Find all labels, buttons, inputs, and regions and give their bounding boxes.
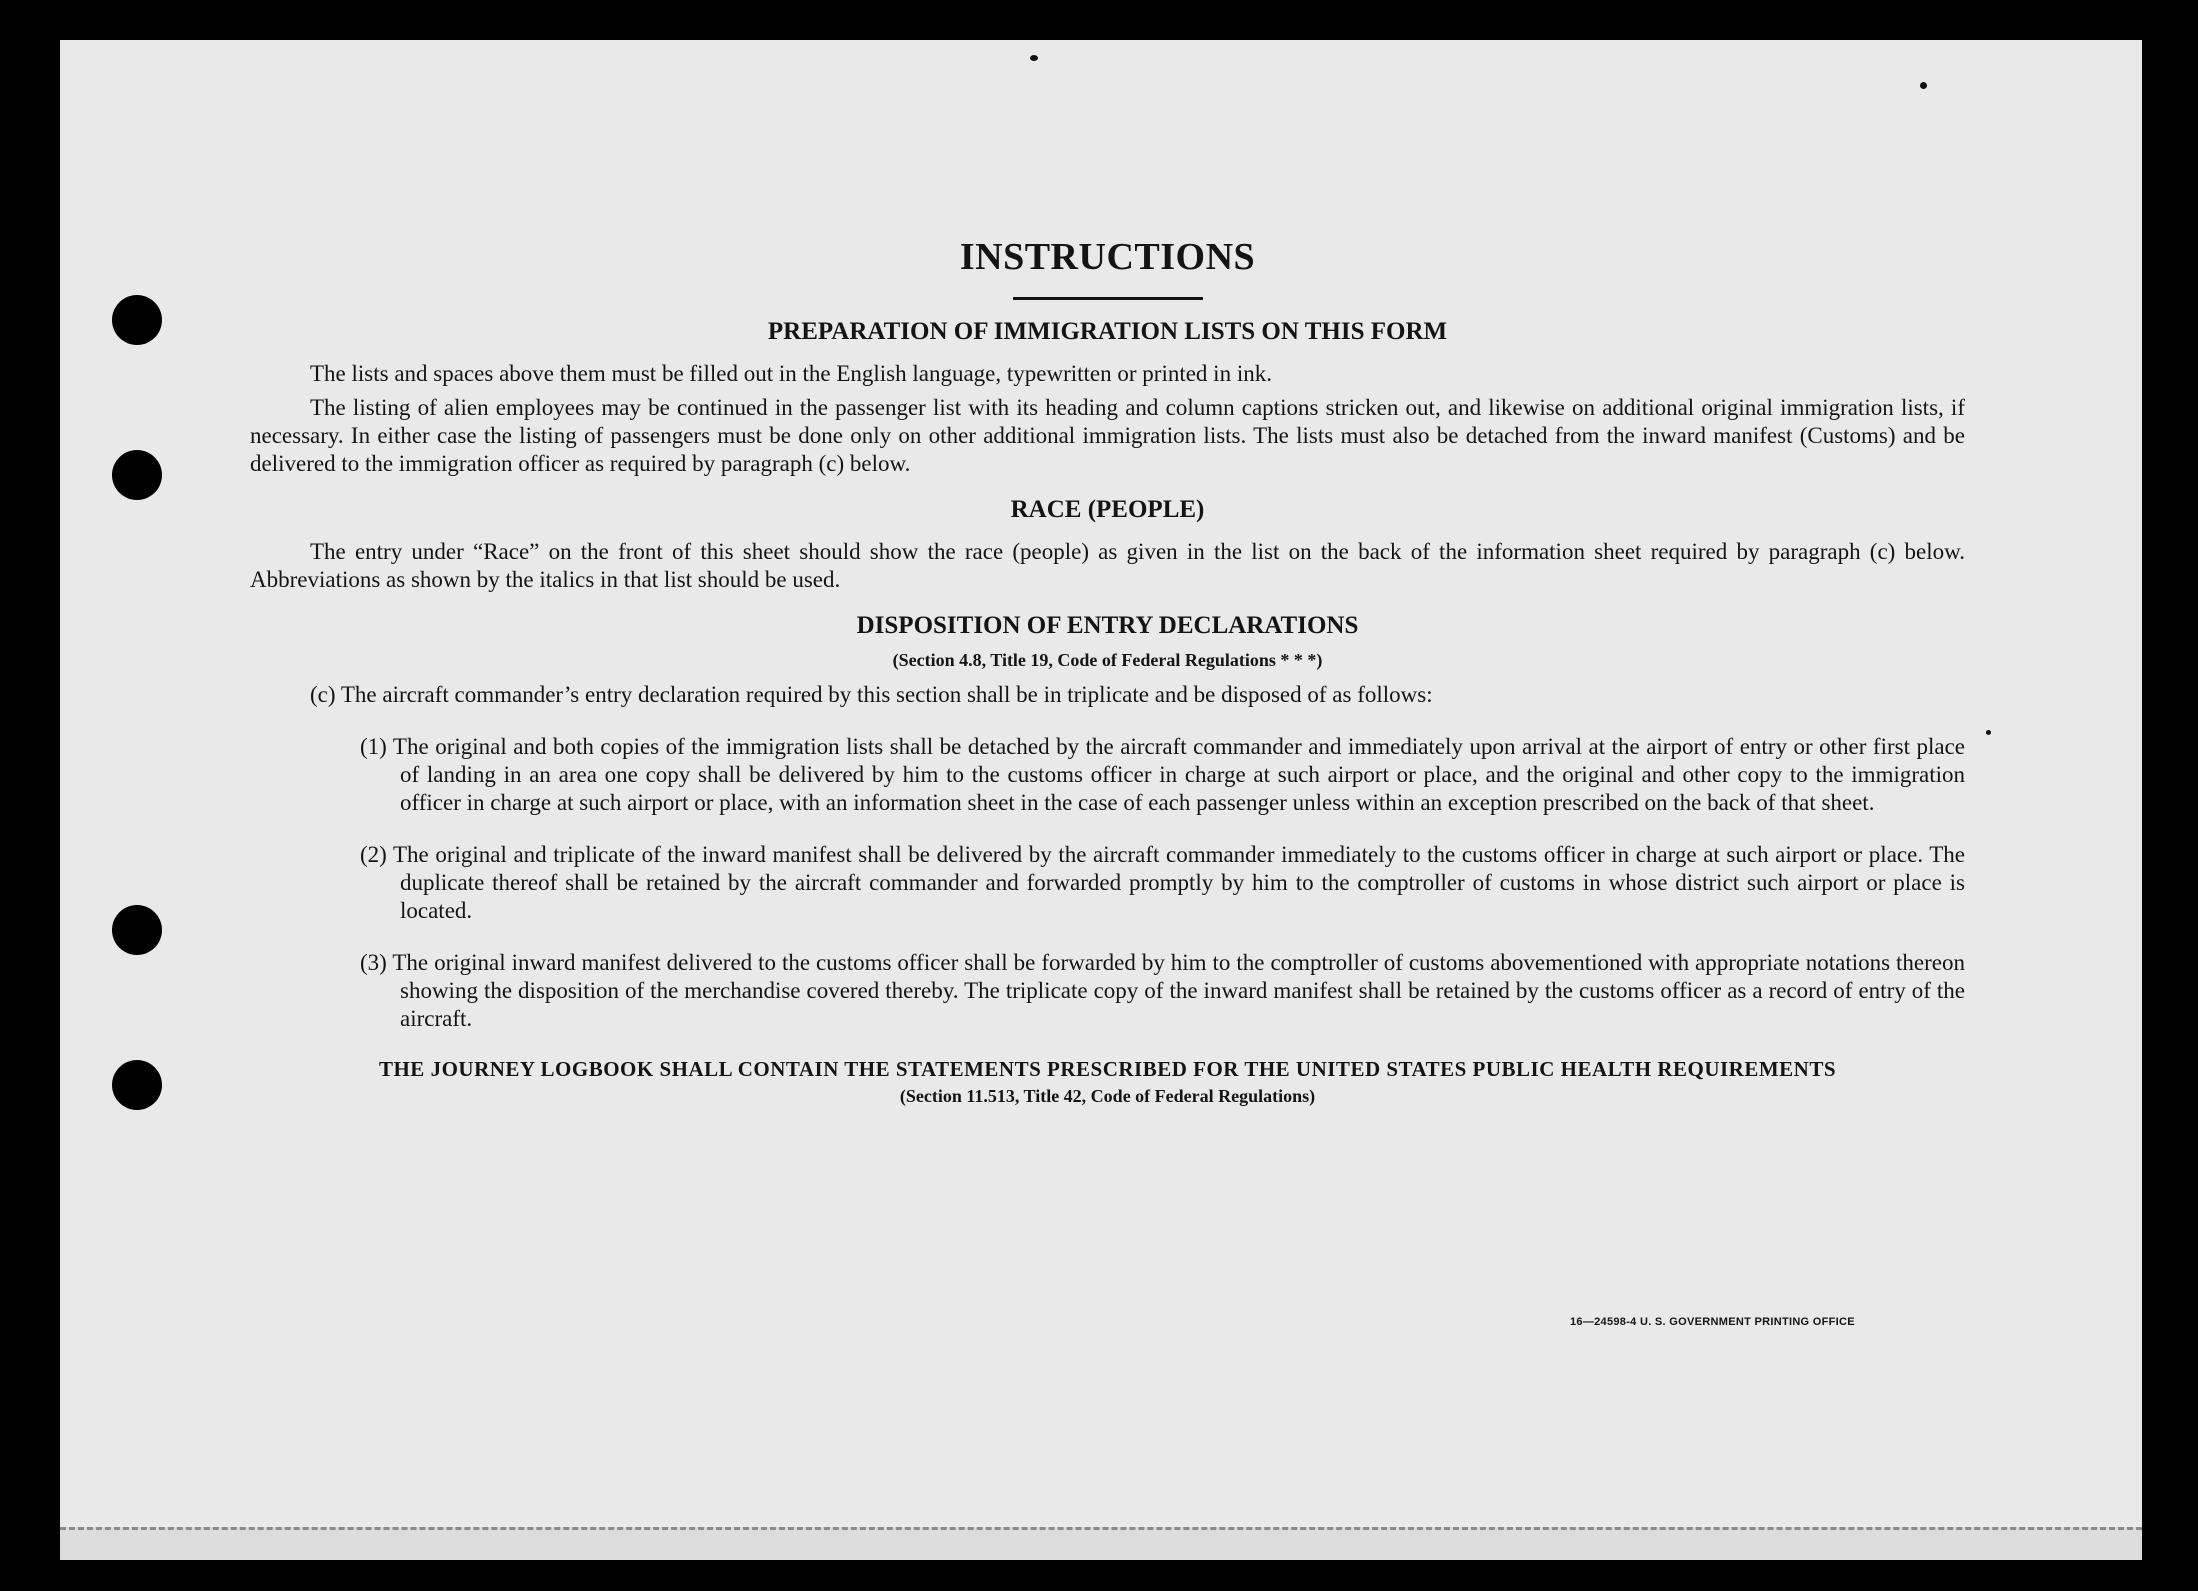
race-para: The entry under “Race” on the front of this sheet should show the race (people) as given in the list on the back of the information sheet required by paragraph (c) below. Abbreviations as shown by the italics in that list should be used. xyxy=(250,539,1965,592)
preparation-para-1: The lists and spaces above them must be filled out in the English language, typewritten or printed in ink. xyxy=(310,361,1272,386)
binder-hole xyxy=(112,1060,162,1110)
instructions-content xyxy=(250,205,1965,1107)
title-rule xyxy=(1013,297,1203,300)
disposition-heading: DISPOSITION OF ENTRY DECLARATIONS xyxy=(856,612,1359,639)
speck xyxy=(1920,82,1927,89)
binder-hole xyxy=(112,295,162,345)
preparation-heading: PREPARATION OF IMMIGRATION LISTS ON THIS FORM xyxy=(767,318,1448,345)
disposition-citation: (Section 4.8, Title 19, Code of Federal Regulations * * *) xyxy=(892,650,1323,670)
disposition-item-3: (3) The original inward manifest delivered to the customs officer shall be forwarded by him to the comptroller of customs abovementioned with appropriate notations thereon showing the disposition of the merchandise covered thereby. The triplicate copy of the inward manifest shall be retained by the customs officer as a record of entry of the aircraft. xyxy=(360,950,1965,1031)
printer-mark: 16—24598-4 U. S. GOVERNMENT PRINTING OFFICE xyxy=(1570,1316,1855,1328)
binder-hole xyxy=(112,450,162,500)
preparation-para-2: The listing of alien employees may be continued in the passenger list with its heading and column captions stricken out, and likewise on additional original immigration lists, if necessary. In either case the listing of passengers must be done only on other additional immigration lists. The lists must also be detached from the inward manifest (Customs) and be delivered to the immigration officer as required by paragraph (c) below. xyxy=(250,395,1965,476)
disposition-item-1: (1) The original and both copies of the immigration lists shall be detached by the aircraft commander and immediately upon arrival at the airport of entry or other first place of landing in an area one copy shall be delivered by him to the customs officer in charge at such airport or place, and the original and other copy to the immigration officer in charge at such airport or place, with an information sheet in the case of each passenger unless within an exception prescribed on the back of that sheet. xyxy=(360,734,1965,815)
binder-hole xyxy=(112,905,162,955)
disposition-intro: (c) The aircraft commander’s entry declaration required by this section shall be in triplicate and be disposed of as follows: xyxy=(310,682,1433,707)
speck xyxy=(1986,730,1991,735)
page-title: INSTRUCTIONS xyxy=(959,236,1256,278)
health-requirements-citation: (Section 11.513, Title 42, Code of Federal Regulations) xyxy=(899,1086,1316,1106)
perforated-tear-line xyxy=(60,1527,2142,1560)
race-heading: RACE (PEOPLE) xyxy=(1010,496,1205,523)
speck xyxy=(1030,55,1038,61)
disposition-item-2: (2) The original and triplicate of the inward manifest shall be delivered by the aircraft commander immediately to the customs officer in charge at such airport or place. The duplicate thereof shall be retained by the aircraft commander and forwarded promptly by him to the comptroller of customs in whose district such airport or place is located. xyxy=(360,842,1965,923)
health-requirements-statement: THE JOURNEY LOGBOOK SHALL CONTAIN THE STATEMENTS PRESCRIBED FOR THE UNITED STATES PUBLIC HEALTH REQUIREMENTS xyxy=(378,1057,1837,1081)
bleed-through-margin xyxy=(2030,340,2120,1240)
